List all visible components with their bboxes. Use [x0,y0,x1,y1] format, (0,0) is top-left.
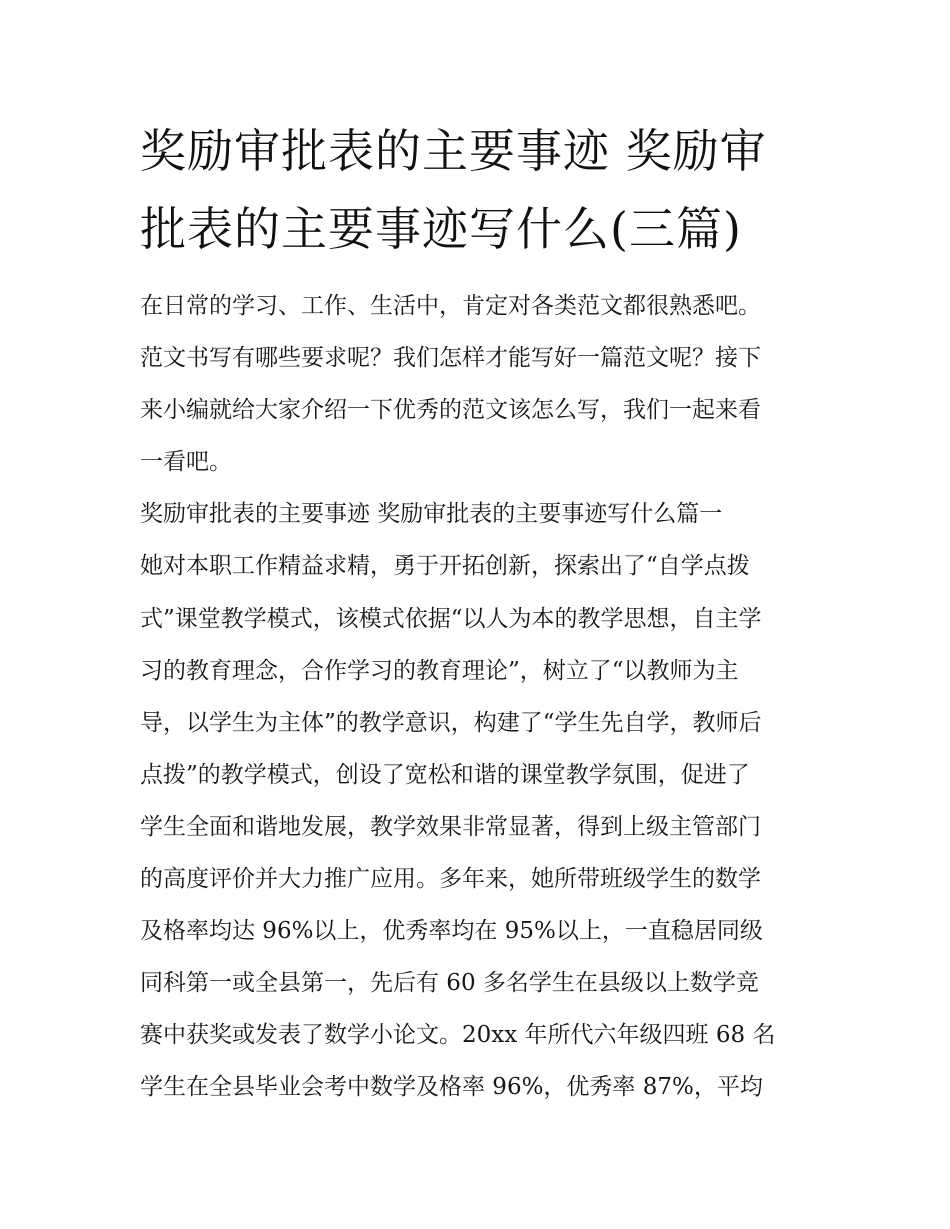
body-line: 的高度评价并大力推广应用。多年来，她所带班级学生的数学 [140,866,761,893]
body-line: 一看吧。 [140,449,232,476]
body-line: 来小编就给大家介绍一下优秀的范文该怎么写，我们一起来看 [140,397,761,424]
title-line: 批表的主要事迹写什么(三篇) [140,202,742,256]
body-line: 学生全面和谐地发展，教学效果非常显著，得到上级主管部门 [140,813,761,840]
body-line: 式”课堂教学模式，该模式依据“以人为本的教学思想，自主学 [140,605,762,632]
section-heading: 奖励审批表的主要事迹 奖励审批表的主要事迹写什么篇一 [140,501,723,528]
body-line: 学生在全县毕业会考中数学及格率 96%，优秀率 87%，平均 [140,1074,763,1101]
body-line: 范文书写有哪些要求呢？我们怎样才能写好一篇范文呢？接下 [140,345,761,372]
body-line: 在日常的学习、工作、生活中，肯定对各类范文都很熟悉吧。 [140,293,761,319]
body-line: 点拨”的教学模式，创设了宽松和谐的课堂教学氛围，促进了 [140,761,750,788]
body-line: 她对本职工作精益求精，勇于开拓创新，探索出了“自学点拨 [140,553,750,580]
body-line: 习的教育理念，合作学习的教育理论”，树立了“以教师为主 [140,657,739,684]
body-line: 赛中获奖或发表了数学小论文。20xx 年所代六年级四班 68 名 [140,1022,776,1049]
body-line: 及格率均达 96%以上，优秀率均在 95%以上，一直稳居同级 [140,918,763,945]
body-line: 导，以学生为主体”的教学意识，构建了“学生先自学，教师后 [140,709,762,736]
document-title [140,112,820,268]
body-line: 同科第一或全县第一，先后有 60 多名学生在县级以上数学竞 [140,970,759,997]
document-body [140,280,830,1114]
title-line: 奖励审批表的主要事迹 奖励审 [140,124,767,178]
